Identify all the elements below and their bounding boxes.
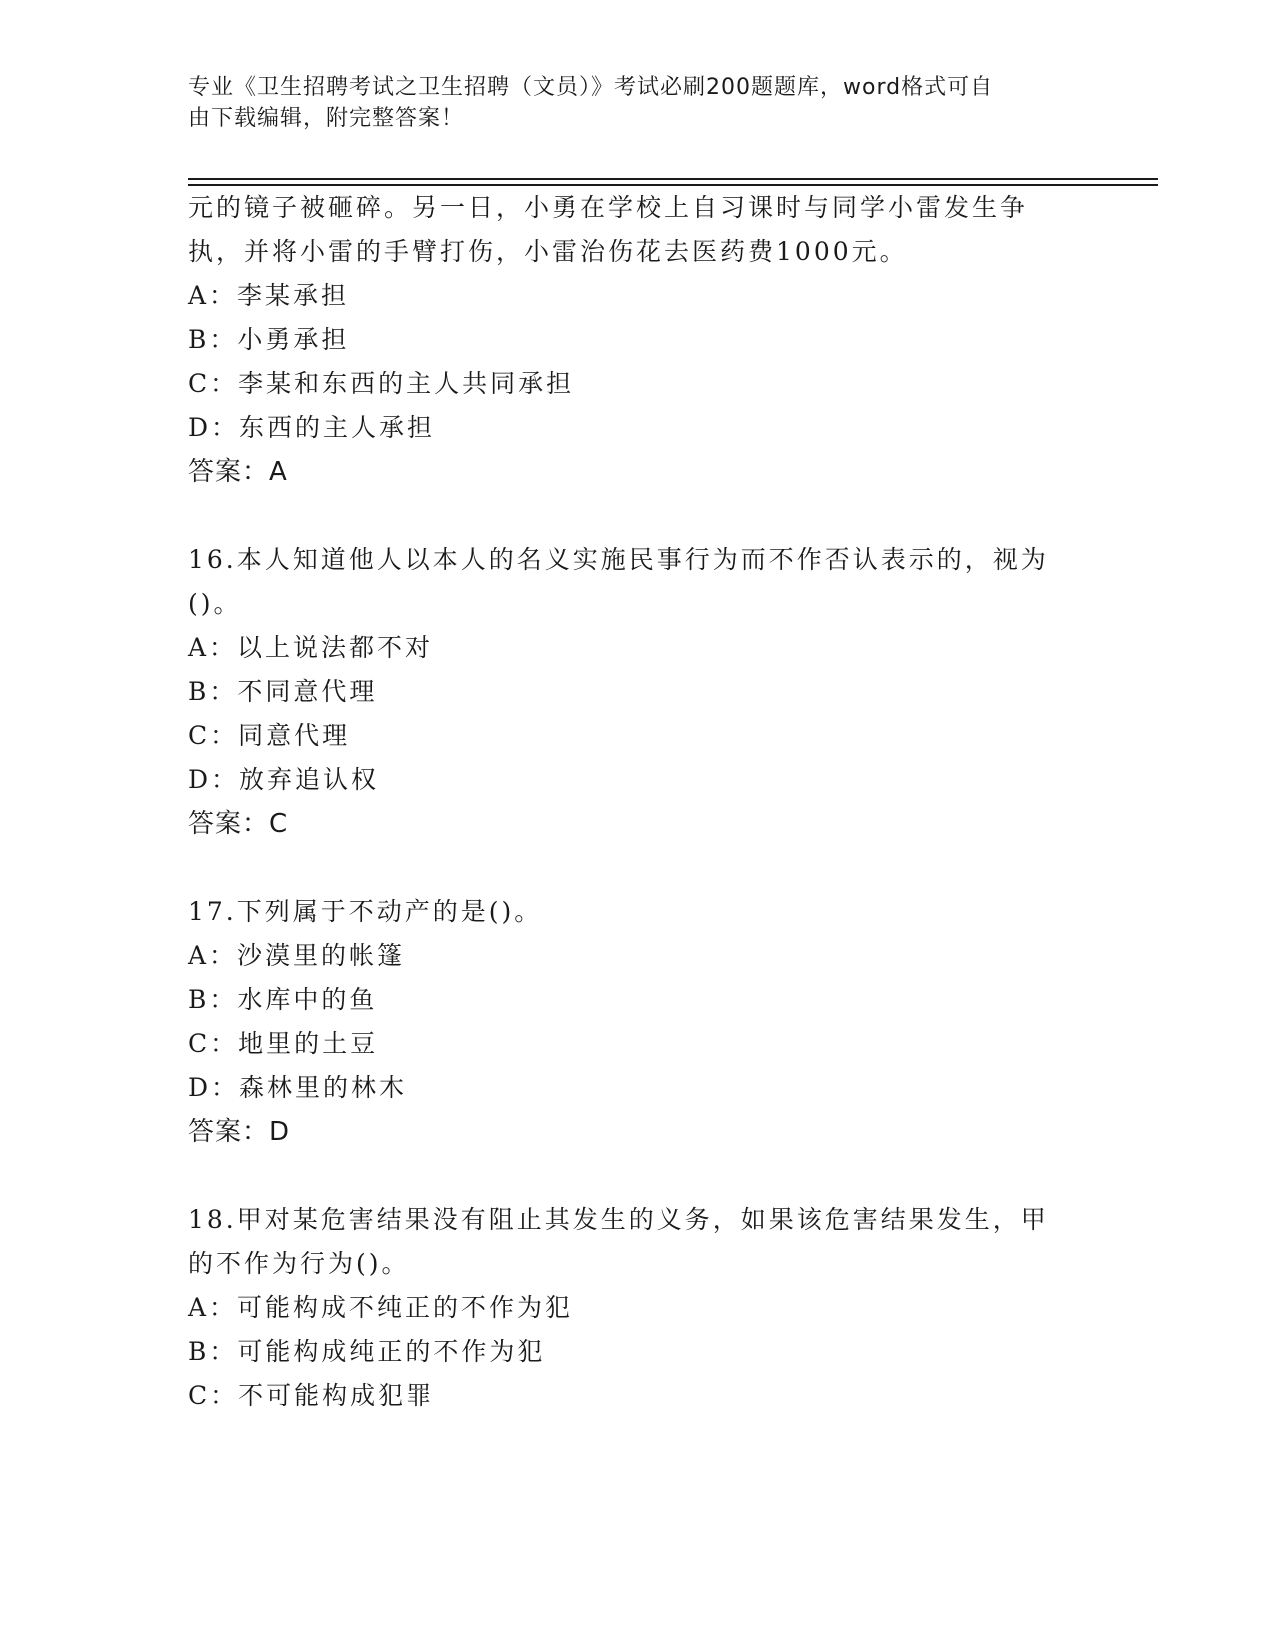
q15-answer: 答案：A	[188, 457, 288, 487]
q18-option-b: B：可能构成纯正的不作为犯	[188, 1337, 546, 1366]
q17-option-a: A：沙漠里的帐篷	[188, 941, 406, 970]
q17-answer: 答案：D	[188, 1117, 291, 1147]
q16-option-c: C：同意代理	[188, 721, 351, 750]
q18-text-line-1: 18.甲对某危害结果没有阻止其发生的义务，如果该危害结果发生，甲	[188, 1205, 1049, 1234]
q15-text-line-1: 元的镜子被砸碎。另一日，小勇在学校上自习课时与同学小雷发生争	[188, 193, 1029, 222]
q18-option-a: A：可能构成不纯正的不作为犯	[188, 1293, 574, 1322]
q15-option-b: B：小勇承担	[188, 325, 350, 354]
q16-option-a: A：以上说法都不对	[188, 633, 434, 662]
q15-option-d: D：东西的主人承担	[188, 413, 436, 442]
q16-text-line-2: ()。	[188, 589, 242, 618]
q17-option-b: B：水库中的鱼	[188, 985, 378, 1014]
header-line-2: 由下载编辑，附完整答案！	[188, 106, 465, 131]
q18-text-line-2: 的不作为行为()。	[188, 1249, 410, 1278]
q15-option-a: A：李某承担	[188, 281, 350, 310]
q18-option-c: C：不可能构成犯罪	[188, 1381, 435, 1410]
q16-text-line-1: 16.本人知道他人以本人的名义实施民事行为而不作否认表示的，视为	[188, 545, 1049, 574]
q16-option-b: B：不同意代理	[188, 677, 378, 706]
document-header	[188, 72, 1088, 134]
q17-text-line-1: 17.下列属于不动产的是()。	[188, 897, 543, 926]
header-line-1: 专业《卫生招聘考试之卫生招聘（文员）》考试必刷200题题库，word格式可自	[188, 75, 994, 100]
header-divider-top	[188, 178, 1158, 180]
q17-option-c: C：地里的土豆	[188, 1029, 379, 1058]
q15-text-line-2: 执，并将小雷的手臂打伤，小雷治伤花去医药费1000元。	[188, 237, 908, 266]
header-divider-bottom	[188, 184, 1158, 186]
q16-option-d: D：放弃追认权	[188, 765, 380, 794]
q16-answer: 答案：C	[188, 809, 289, 839]
q17-option-d: D：森林里的林木	[188, 1073, 408, 1102]
q15-option-c: C：李某和东西的主人共同承担	[188, 369, 575, 398]
